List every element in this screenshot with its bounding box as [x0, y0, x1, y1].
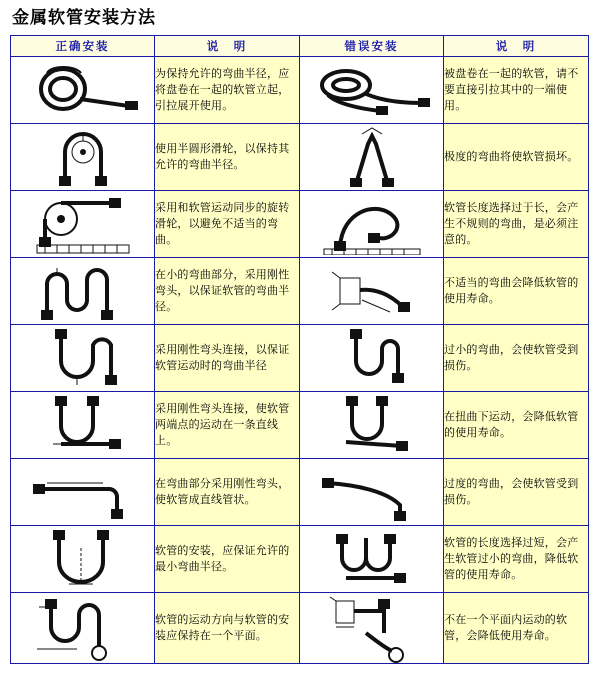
figure-cell-correct	[11, 191, 155, 258]
torsion-bend-icon	[306, 394, 438, 456]
table-row	[11, 124, 589, 191]
hose-installation-table	[10, 35, 589, 664]
too-small-bend-icon	[306, 327, 438, 389]
note-cell-correct: 采用刚性弯头连接，以保证软管运动时的弯曲半径	[155, 325, 300, 392]
figure-cell-wrong	[300, 258, 444, 325]
figure-cell-wrong	[300, 325, 444, 392]
figure-cell-wrong	[300, 459, 444, 526]
minimum-bend-radius-u-icon	[17, 528, 149, 590]
figure-cell-correct	[11, 57, 155, 124]
figure-cell-correct	[11, 593, 155, 664]
note-cell-correct: 软管的安装，应保证允许的最小弯曲半径。	[155, 526, 300, 593]
note-cell-correct: 在小的弯曲部分，采用刚性弯头，以保证软管的弯曲半径。	[155, 258, 300, 325]
too-long-hose-small-bend-icon	[306, 528, 438, 590]
note-cell-correct: 为保持允许的弯曲半径，应将盘卷在一起的软管立起，引拉展开使用。	[155, 57, 300, 124]
rigid-bend-u-loop-icon	[17, 327, 149, 389]
header-correct-install: 正确安装	[11, 36, 155, 57]
table-row	[11, 191, 589, 258]
page-title: 金属软管安装方法	[12, 8, 156, 28]
figure-cell-wrong	[300, 191, 444, 258]
table-row	[11, 57, 589, 124]
improper-bend-icon	[306, 260, 438, 322]
note-cell-correct: 采用刚性弯头连接，使软管两端点的运动在一条直线上。	[155, 392, 300, 459]
figure-cell-correct	[11, 325, 155, 392]
note-cell-wrong: 软管的长度选择过短，会产生软管过小的弯曲，降低软管的使用寿命。	[444, 526, 589, 593]
header-correct-note: 说 明	[155, 36, 300, 57]
same-plane-motion-icon	[17, 593, 149, 663]
table-row	[11, 325, 589, 392]
figure-cell-correct	[11, 526, 155, 593]
note-cell-wrong: 极度的弯曲将使软管损坏。	[444, 124, 589, 191]
figure-cell-correct	[11, 258, 155, 325]
coiled-hose-pulled-icon	[306, 59, 438, 121]
note-cell-correct: 使用半圆形滑轮，以保持其允许的弯曲半径。	[155, 124, 300, 191]
table-row	[11, 526, 589, 593]
note-cell-correct: 在弯曲部分采用刚性弯头，使软管成直线管状。	[155, 459, 300, 526]
note-cell-wrong: 过度的弯曲，会使软管受到损伤。	[444, 459, 589, 526]
straight-pipe-elbow-icon	[17, 461, 149, 523]
rigid-elbow-straight-line-icon	[17, 394, 149, 456]
excessive-bend-icon	[306, 461, 438, 523]
coiled-hose-vertical-icon	[17, 59, 149, 121]
figure-cell-correct	[11, 124, 155, 191]
table-row	[11, 258, 589, 325]
figure-cell-wrong	[300, 526, 444, 593]
note-cell-wrong: 不适当的弯曲会降低软管的使用寿命。	[444, 258, 589, 325]
rigid-elbow-small-bend-icon	[17, 260, 149, 322]
table-header-row	[11, 36, 589, 57]
figure-cell-wrong	[300, 57, 444, 124]
note-cell-correct: 采用和软管运动同步的旋转滑轮，以避免不适当的弯曲。	[155, 191, 300, 258]
header-wrong-note: 说 明	[444, 36, 589, 57]
table-row	[11, 593, 589, 664]
note-cell-wrong: 不在一个平面内运动的软管，会降低使用寿命。	[444, 593, 589, 664]
note-cell-wrong: 软管长度选择过于长，会产生不规则的弯曲，是必须注意的。	[444, 191, 589, 258]
header-wrong-install: 错误安装	[300, 36, 444, 57]
note-cell-wrong: 过小的弯曲，会使软管受到损伤。	[444, 325, 589, 392]
note-cell-correct: 软管的运动方向与软管的安装应保持在一个平面。	[155, 593, 300, 664]
out-of-plane-motion-icon	[306, 593, 438, 663]
half-round-pulley-icon	[17, 126, 149, 188]
rotating-pulley-chain-icon	[17, 193, 149, 255]
note-cell-wrong: 被盘卷在一起的软管，请不要直接引拉其中的一端使用。	[444, 57, 589, 124]
figure-cell-correct	[11, 459, 155, 526]
table-row	[11, 392, 589, 459]
figure-cell-correct	[11, 392, 155, 459]
note-cell-wrong: 在扭曲下运动，会降低软管的使用寿命。	[444, 392, 589, 459]
figure-cell-wrong	[300, 392, 444, 459]
figure-cell-wrong	[300, 124, 444, 191]
irregular-long-hose-icon	[306, 193, 438, 255]
figure-cell-wrong	[300, 593, 444, 664]
sharp-bend-fork-icon	[306, 126, 438, 188]
table-row	[11, 459, 589, 526]
